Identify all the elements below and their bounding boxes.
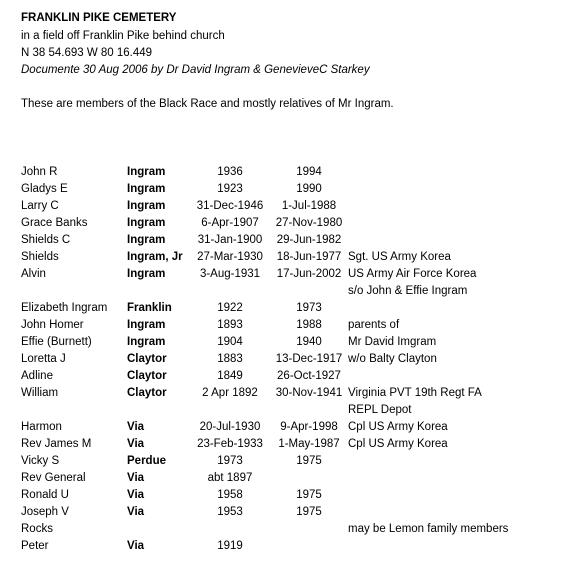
location-line: in a field off Franklin Pike behind church xyxy=(21,30,225,42)
given-name: Adline xyxy=(21,370,53,382)
surname: Claytor xyxy=(127,353,167,365)
birth-date: 1922 xyxy=(217,302,243,314)
birth-date: 3-Aug-1931 xyxy=(199,268,261,280)
coordinates-line: N 38 54.693 W 80 16.449 xyxy=(21,47,153,59)
surname: Claytor xyxy=(127,370,167,382)
surname: Ingram xyxy=(127,234,166,246)
surname: Perdue xyxy=(127,455,166,467)
list-item xyxy=(0,487,562,504)
surname: Ingram xyxy=(127,268,166,280)
list-item xyxy=(0,215,562,232)
given-name: Ronald U xyxy=(21,489,69,501)
surname: Ingram xyxy=(127,183,166,195)
surname: Ingram xyxy=(127,319,166,331)
birth-date: 31-Dec-1946 xyxy=(196,200,264,212)
documented-line: Documente 30 Aug 2006 by Dr David Ingram & GenevieveC Starkey xyxy=(21,64,370,76)
surname: Via xyxy=(127,472,145,484)
list-item xyxy=(0,538,562,555)
given-name: John R xyxy=(21,166,58,178)
list-item xyxy=(0,181,562,198)
note: Cpl US Army Korea xyxy=(348,421,448,433)
note: parents of xyxy=(348,319,400,331)
given-name: Grace Banks xyxy=(21,217,88,229)
surname: Via xyxy=(127,489,145,501)
list-item xyxy=(0,164,562,181)
note: REPL Depot xyxy=(348,404,412,416)
death-date: 30-Nov-1941 xyxy=(275,387,343,399)
given-name: Shields C xyxy=(21,234,71,246)
given-name: Vicky S xyxy=(21,455,60,467)
given-name: Larry C xyxy=(21,200,59,212)
given-name: John Homer xyxy=(21,319,84,331)
list-item xyxy=(0,198,562,215)
surname: Via xyxy=(127,421,145,433)
birth-date: abt 1897 xyxy=(207,472,253,484)
given-name: William xyxy=(21,387,59,399)
note: s/o John & Effie Ingram xyxy=(348,285,468,297)
surname: Ingram, Jr xyxy=(127,251,183,263)
surname: Ingram xyxy=(127,200,166,212)
surname: Ingram xyxy=(127,217,166,229)
list-item xyxy=(0,266,562,283)
given-name: Elizabeth Ingram xyxy=(21,302,108,314)
list-item xyxy=(0,334,562,351)
death-date: 17-Jun-2002 xyxy=(276,268,342,280)
list-item xyxy=(0,232,562,249)
note: Virginia PVT 19th Regt FA xyxy=(348,387,482,399)
birth-date: 1883 xyxy=(217,353,243,365)
surname: Via xyxy=(127,506,145,518)
death-date: 29-Jun-1982 xyxy=(276,234,342,246)
surname: Franklin xyxy=(127,302,172,314)
birth-date: 31-Jan-1900 xyxy=(197,234,263,246)
birth-date: 1923 xyxy=(217,183,243,195)
list-item xyxy=(0,453,562,470)
death-date: 13-Dec-1917 xyxy=(275,353,343,365)
intro-paragraph: These are members of the Black Race and mostly relatives of Mr Ingram. xyxy=(21,98,394,110)
birth-date: 27-Mar-1930 xyxy=(197,251,263,263)
note: Mr David Imgram xyxy=(348,336,437,348)
given-name: Harmon xyxy=(21,421,62,433)
death-date: 1975 xyxy=(296,455,322,467)
list-item xyxy=(0,368,562,385)
death-date: 1990 xyxy=(296,183,322,195)
death-date: 1994 xyxy=(296,166,322,178)
death-date: 1-May-1987 xyxy=(278,438,340,450)
birth-date: 2 Apr 1892 xyxy=(202,387,258,399)
burial-list xyxy=(0,164,562,555)
death-date: 27-Nov-1980 xyxy=(275,217,343,229)
death-date: 1973 xyxy=(296,302,322,314)
list-item xyxy=(0,317,562,334)
death-date: 1975 xyxy=(296,506,322,518)
list-item xyxy=(0,300,562,317)
surname: Ingram xyxy=(127,336,166,348)
death-date: 1-Jul-1988 xyxy=(281,200,337,212)
list-item xyxy=(0,283,562,300)
list-item xyxy=(0,402,562,419)
birth-date: 1936 xyxy=(217,166,243,178)
death-date: 26-Oct-1927 xyxy=(277,370,341,382)
note: w/o Balty Clayton xyxy=(348,353,437,365)
list-item xyxy=(0,521,562,538)
death-date: 1940 xyxy=(296,336,322,348)
given-name: Peter xyxy=(21,540,49,552)
given-name: Rocks xyxy=(21,523,53,535)
list-item xyxy=(0,470,562,487)
birth-date: 1849 xyxy=(217,370,243,382)
birth-date: 23-Feb-1933 xyxy=(197,438,263,450)
given-name: Shields xyxy=(21,251,59,263)
birth-date: 1958 xyxy=(217,489,243,501)
surname: Ingram xyxy=(127,166,166,178)
list-item xyxy=(0,351,562,368)
birth-date: 6-Apr-1907 xyxy=(201,217,259,229)
list-item xyxy=(0,419,562,436)
given-name: Rev General xyxy=(21,472,86,484)
note: Cpl US Army Korea xyxy=(348,438,448,450)
given-name: Rev James M xyxy=(21,438,92,450)
birth-date: 1893 xyxy=(217,319,243,331)
surname: Via xyxy=(127,540,145,552)
birth-date: 1904 xyxy=(217,336,243,348)
given-name: Alvin xyxy=(21,268,46,280)
surname: Via xyxy=(127,438,145,450)
death-date: 18-Jun-1977 xyxy=(276,251,342,263)
birth-date: 1953 xyxy=(217,506,243,518)
birth-date: 20-Jul-1930 xyxy=(199,421,261,433)
given-name: Gladys E xyxy=(21,183,68,195)
birth-date: 1919 xyxy=(217,540,243,552)
list-item xyxy=(0,436,562,453)
given-name: Loretta J xyxy=(21,353,66,365)
note: may be Lemon family members xyxy=(348,523,509,535)
death-date: 9-Apr-1998 xyxy=(280,421,338,433)
death-date: 1988 xyxy=(296,319,322,331)
list-item xyxy=(0,385,562,402)
list-item xyxy=(0,504,562,521)
page-title: FRANKLIN PIKE CEMETERY xyxy=(21,12,177,24)
given-name: Effie (Burnett) xyxy=(21,336,92,348)
note: Sgt. US Army Korea xyxy=(348,251,451,263)
death-date: 1975 xyxy=(296,489,322,501)
list-item xyxy=(0,249,562,266)
birth-date: 1973 xyxy=(217,455,243,467)
note: US Army Air Force Korea xyxy=(348,268,477,280)
surname: Claytor xyxy=(127,387,167,399)
given-name: Joseph V xyxy=(21,506,69,518)
